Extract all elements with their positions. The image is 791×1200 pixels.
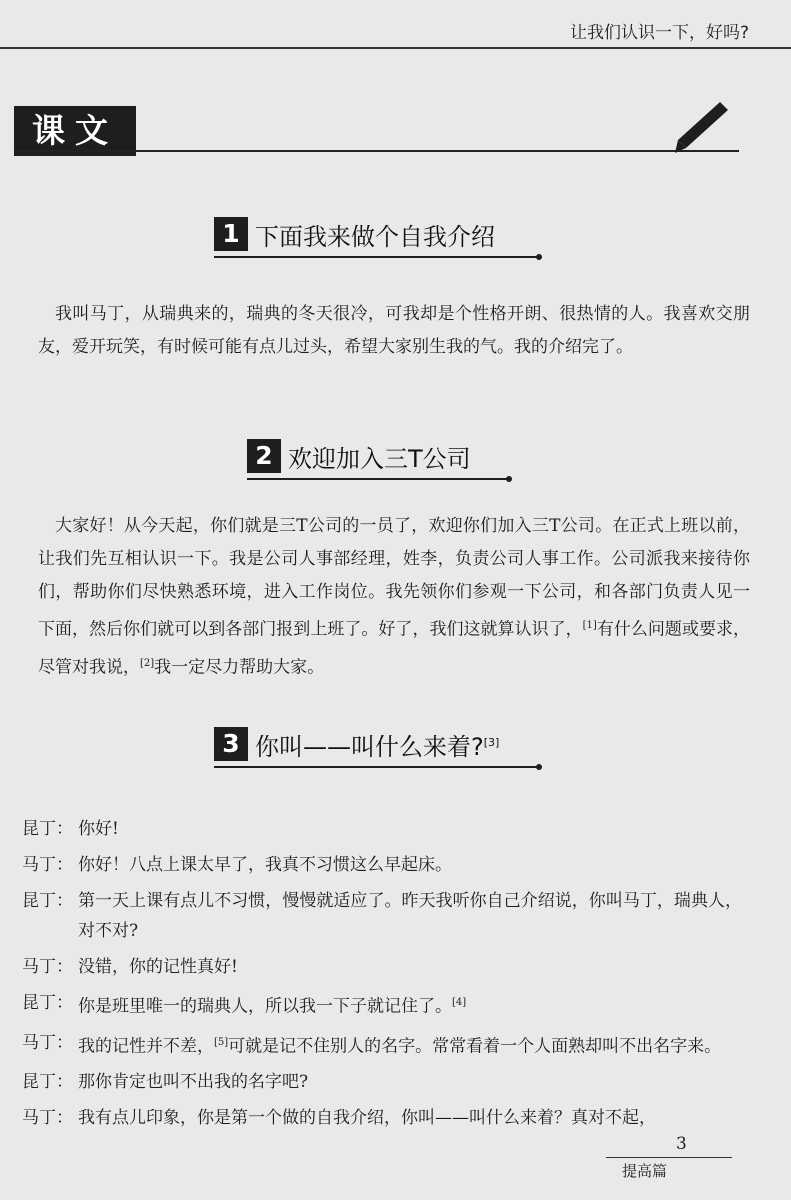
footnote-ref-2: [2] bbox=[140, 657, 155, 669]
lesson-2-title: 欢迎加入三T公司 bbox=[288, 444, 471, 473]
lesson-1-dot bbox=[536, 254, 542, 260]
page-number: 3 bbox=[676, 1134, 687, 1154]
speaker: 昆丁： bbox=[22, 1072, 73, 1093]
lesson-1-underline bbox=[214, 256, 539, 258]
pen-icon bbox=[672, 98, 730, 156]
speaker: 马丁： bbox=[22, 855, 73, 875]
speaker: 昆丁： bbox=[22, 993, 73, 1013]
section-rule bbox=[14, 150, 739, 152]
utterance: 我有点儿印象，你是第一个做的自我介绍，你叫——叫什么来着？真对不起， bbox=[78, 1108, 656, 1129]
section-title: 课文 bbox=[14, 106, 136, 156]
footnote-ref-4: [4] bbox=[452, 997, 467, 1008]
speaker: 马丁： bbox=[22, 1032, 73, 1053]
lesson-2-number: 2 bbox=[247, 439, 281, 473]
utterance bbox=[78, 1028, 742, 1062]
lesson-1-text: 我叫马丁，从瑞典来的，瑞典的冬天很冷，可我却是个性格开朗、很热情的人。我喜欢交朋友，爱开玩笑，有时候可能有点儿过头，希望大家别生我的气。我的介绍完了。 bbox=[38, 304, 750, 357]
footer-book-title: 提高篇 bbox=[622, 1162, 668, 1180]
speaker: 马丁： bbox=[22, 1108, 73, 1129]
lesson-3-dot bbox=[536, 764, 542, 770]
dialogue-line bbox=[22, 988, 742, 1022]
utterance: 你好! bbox=[78, 819, 119, 839]
utterance-text: 你是班里唯一的瑞典人，所以我一下子就记住了。 bbox=[78, 996, 452, 1017]
lesson-2-heading bbox=[247, 436, 471, 476]
lesson-1-number: 1 bbox=[214, 217, 248, 251]
lesson-2-text-part1: 大家好！从今天起，你们就是三T公司的一员了，欢迎你们加入三T公司。在正式上班以前，让我们先互相认识一下。我是公司人事部经理，姓李，负责公司人事工作。公司派我来接待你们，帮助你们尽快熟悉环境，进入工作岗位。我先领你们参观一下公司，和各部门负责人见一下面，然后你们就可以到各部门报到上班了。好了，我们这就算认识了， bbox=[38, 516, 750, 640]
lesson-3-heading bbox=[214, 724, 499, 764]
utterance-text-cont: 可就是记不住别人的名字。常常看着一个人面熟却叫不出名字来。 bbox=[228, 1036, 722, 1057]
lesson-3-underline bbox=[214, 766, 539, 768]
dialogue-line bbox=[22, 1067, 742, 1097]
lesson-1-heading bbox=[214, 214, 495, 254]
utterance: 那你肯定也叫不出我的名字吧? bbox=[78, 1072, 309, 1093]
dialogue-line bbox=[22, 814, 742, 844]
header-rule bbox=[0, 47, 791, 49]
utterance-text: 我的记性并不差， bbox=[78, 1036, 214, 1057]
utterance bbox=[78, 988, 742, 1022]
speaker: 昆丁： bbox=[22, 819, 73, 839]
speaker: 马丁： bbox=[22, 957, 73, 977]
running-header: 让我们认识一下，好吗? bbox=[569, 23, 749, 43]
utterance: 你好！八点上课太早了，我真不习惯这么早起床。 bbox=[78, 855, 452, 875]
lesson-2-text-part2: 有什么问题或要求，尽管对我说， bbox=[38, 619, 751, 678]
speaker: 昆丁： bbox=[22, 891, 73, 911]
dialogue bbox=[22, 814, 742, 1139]
utterance: 没错，你的记性真好! bbox=[78, 957, 238, 977]
lesson-3-title bbox=[255, 727, 499, 762]
lesson-1-title: 下面我来做个自我介绍 bbox=[255, 222, 495, 251]
dialogue-line bbox=[22, 886, 742, 946]
lesson-2-text-part3: 我一定尽力帮助大家。 bbox=[154, 657, 325, 678]
footer-rule bbox=[606, 1157, 732, 1158]
lesson-2-dot bbox=[506, 476, 512, 482]
footnote-ref-5: [5] bbox=[214, 1036, 229, 1048]
dialogue-line bbox=[22, 850, 742, 880]
lesson-3-number: 3 bbox=[214, 727, 248, 761]
utterance: 第一天上课有点儿不习惯，慢慢就适应了。昨天我听你自己介绍说，你叫马丁，瑞典人，对不对? bbox=[78, 891, 742, 941]
lesson-2-text bbox=[38, 510, 750, 684]
lesson-2-underline bbox=[247, 478, 509, 480]
footnote-ref-3: [3] bbox=[483, 735, 500, 749]
dialogue-line bbox=[22, 952, 742, 982]
lesson-3-title-text: 你叫——叫什么来着? bbox=[255, 732, 484, 761]
dialogue-line bbox=[22, 1103, 742, 1133]
dialogue-line bbox=[22, 1028, 742, 1062]
footnote-ref-1: [1] bbox=[582, 620, 597, 631]
